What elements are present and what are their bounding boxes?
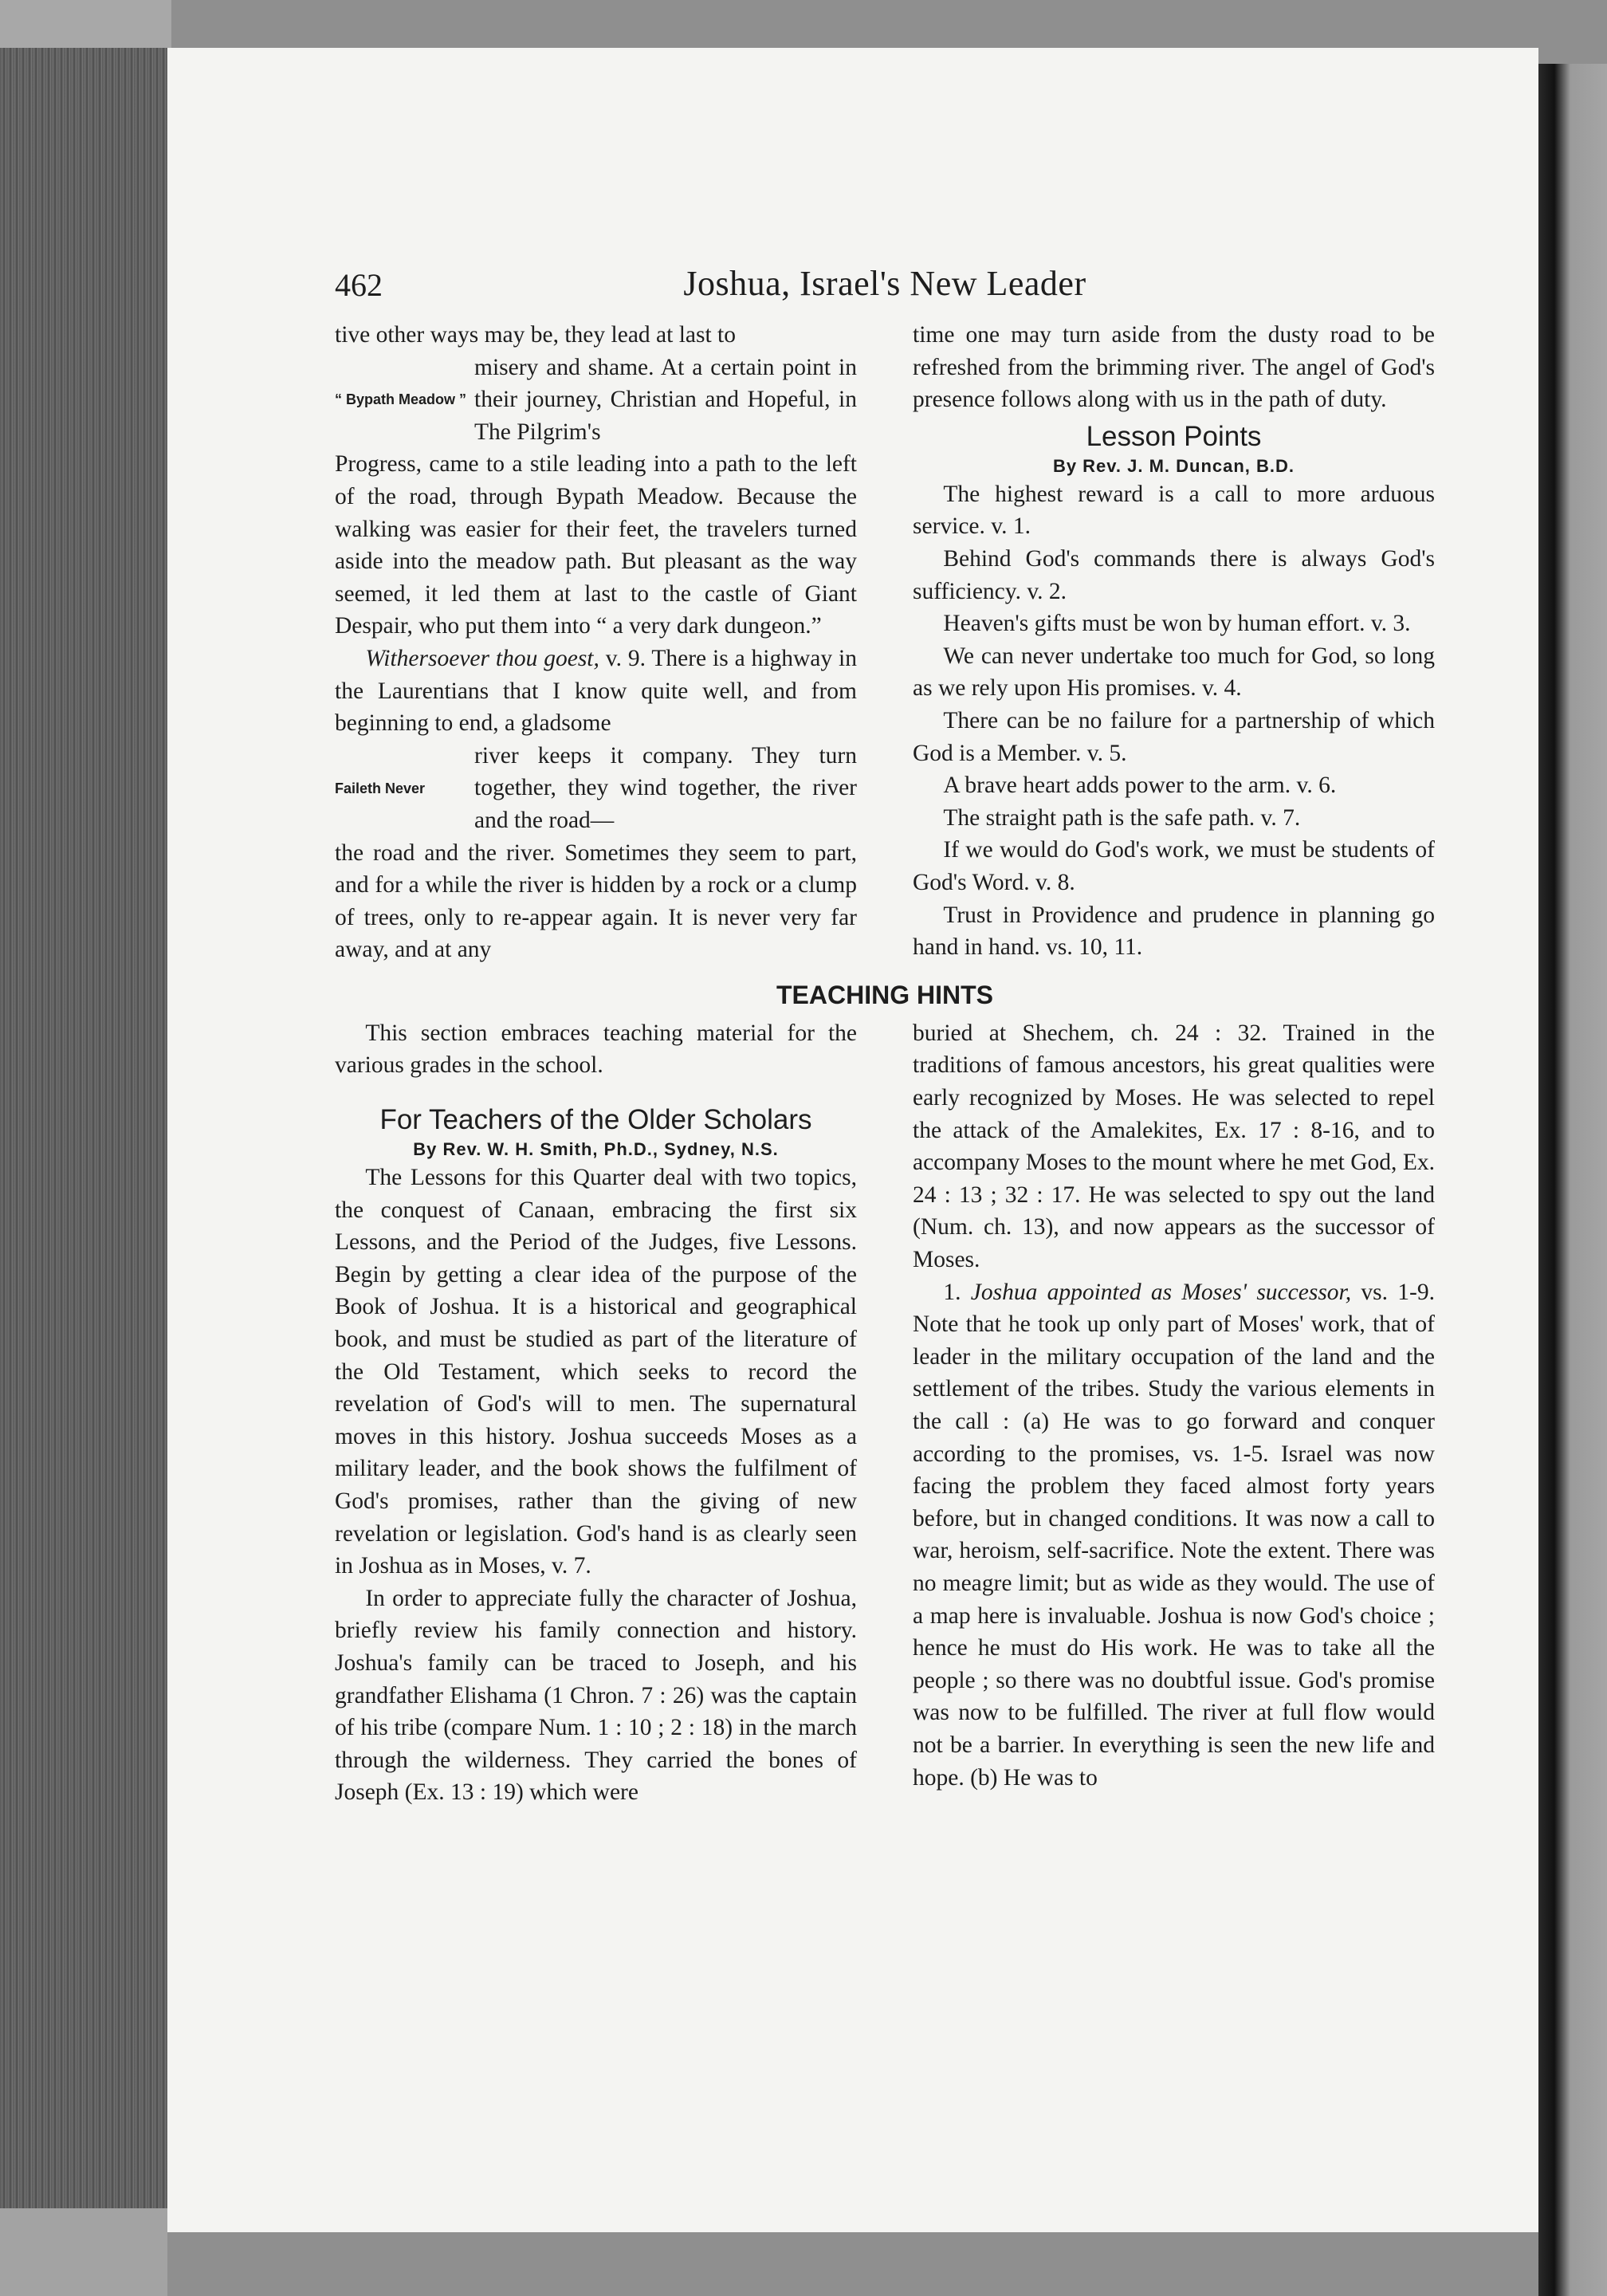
lower-columns xyxy=(335,1017,1435,1809)
lesson-points-title: Lesson Points xyxy=(1086,420,1262,452)
paragraph: the road and the river. Sometimes they seem to part, and for a while the river is hidden by a rock or a clump of trees, only to re-appear again. It is never very far away, and at any xyxy=(335,839,857,963)
page-number: 462 xyxy=(335,267,383,303)
paragraph xyxy=(913,1276,1435,1795)
page-content xyxy=(335,263,1435,1809)
upper-right-column xyxy=(913,319,1435,966)
paragraph: The Lessons for this Quarter deal with two topics, the conquest of Canaan, embracing the first six Lessons, and the Period of the Judges, five Lessons. Begin by getting a clear idea of the purpose of the Book of Joshua. It is a historical and geographical book, and must be studied as part of the literature of the Old Testament, which seeks to record the revelation of God's will to men. The supernatural moves in this history. Joshua succeeds Moses as a military leader, and the book shows the fulfilment of God's promises, rather than the giving of new revelation or legislation. God's hand is as clearly seen in Joshua as in Moses, v. 7. xyxy=(335,1165,857,1579)
lesson-point: Behind God's commands there is always God's sufficiency. v. 2. xyxy=(913,545,1435,604)
upper-columns xyxy=(335,319,1435,966)
lower-left-column xyxy=(335,1017,857,1809)
book-page-stack xyxy=(0,48,167,2216)
lesson-point: There can be no failure for a partnership of which God is a Member. v. 5. xyxy=(913,707,1435,766)
paragraph-text: vs. 1-9. Note that he took up only part of Moses' work, that of leader in the military occupation of the land and the settlement of the tribes. Study the various elements in the call : (a) He was to go forward and conquer according to the promises, vs. 1-5. Israel was now facing the problem they faced almost forty years before, but in changed conditions. It was now a call to war, heroism, self-sacrifice. Note the extent. There was no meagre limit; but as wide as they would. The use of a map here is invaluable. Joshua is now God's choice ; hence he must do His work. He was to take all the people ; so there was no doubtful issue. God's promise was now to be fulfilled. The river at full flow would not be a barrier. In everything is seen the new life and hope. (b) He was to xyxy=(913,1279,1435,1791)
running-title: Joshua, Israel's New Leader xyxy=(683,264,1086,303)
lesson-point: The straight path is the safe path. v. 7. xyxy=(943,804,1301,831)
book-right-edge xyxy=(1538,64,1607,2296)
lesson-point: Trust in Providence and prudence in planning go hand in hand. vs. 10, 11. xyxy=(913,902,1435,961)
spacer xyxy=(335,1082,857,1099)
sidenote-bypath-meadow: “ Bypath Meadow ” xyxy=(335,391,467,408)
book-bottom-edge xyxy=(0,2208,167,2296)
paragraph: tive other ways may be, they lead at last to xyxy=(335,322,736,348)
paragraph: time one may turn aside from the dusty road to be refreshed from the brimming river. The angel of God's presence follows along with us in the path of duty. xyxy=(913,322,1435,413)
teaching-hints-title: TEACHING HINTS xyxy=(776,980,993,1009)
list-number: 1. xyxy=(943,1279,971,1305)
lesson-point: The highest reward is a call to more arduous service. v. 1. xyxy=(913,481,1435,540)
lesson-point: If we would do God's work, we must be students of God's Word. v. 8. xyxy=(913,837,1435,895)
italic-phrase: Joshua appointed as Moses' successor, xyxy=(970,1279,1352,1305)
sidenote-block-faileth xyxy=(335,740,857,837)
paragraph: buried at Shechem, ch. 24 : 32. Trained in the traditions of famous ancestors, his great qualities were early recognized by Moses. He was selected to repel the attack of the Amalekites, Ex. 17 : 8-16, and to accompany Moses to the mount where he met God, Ex. 24 : 13 ; 32 : 17. He was selected to spy out the land (Num. ch. 13), and now appears as the successor of Moses. xyxy=(913,1020,1435,1273)
paragraph xyxy=(335,643,857,740)
lesson-point: We can never undertake too much for God, so long as we rely upon His promises. v. 4. xyxy=(913,643,1435,702)
lesson-point: A brave heart adds power to the arm. v. 6. xyxy=(943,773,1337,799)
sidenote-block-bypath xyxy=(335,352,857,449)
paragraph: This section embraces teaching material for the various grades in the school. xyxy=(335,1020,857,1079)
lower-right-column xyxy=(913,1017,1435,1809)
lesson-point: Heaven's gifts must be won by human effort. v. 3. xyxy=(943,611,1411,637)
paragraph: misery and shame. At a certain point in their journey, Christian and Hopeful, in The Pilgrim's xyxy=(474,354,857,445)
sidenote-faileth-never: Faileth Never xyxy=(335,780,426,796)
italic-phrase: Withersoever thou goest, xyxy=(365,645,599,671)
paragraph: river keeps it company. They turn together, they wind together, the river and the road— xyxy=(474,742,857,833)
paragraph: In order to appreciate fully the character of Joshua, briefly review his family connection and history. Joshua's family can be traced to Joseph, and his grandfather Elishama (1 Chron. 7 : 26) was the captain of his tribe (compare Num. 1 : 10 ; 2 : 18) in the march through the wilderness. They carried the bones of Joseph (Ex. 13 : 19) which were xyxy=(335,1585,857,1806)
running-head xyxy=(335,263,1435,311)
upper-left-column xyxy=(335,319,857,966)
paragraph: Progress, came to a stile leading into a path to the left of the road, through Bypath Meadow. Because the walking was easier for their feet, the travelers turned aside into the meadow path. But pleasant as the way seemed, it led them at last to the castle of Giant Despair, who put them into “ a very dark dungeon.” xyxy=(335,451,857,639)
older-scholars-title: For Teachers of the Older Scholars xyxy=(379,1104,812,1136)
paragraph-text: v. 9. There is a highway in the Laurentians that I know quite well, and from beginning to end, a gladsome xyxy=(335,645,857,737)
lesson-points-byline: By Rev. J. M. Duncan, B.D. xyxy=(1052,455,1295,476)
older-scholars-byline: By Rev. W. H. Smith, Ph.D., Sydney, N.S. xyxy=(413,1139,779,1160)
